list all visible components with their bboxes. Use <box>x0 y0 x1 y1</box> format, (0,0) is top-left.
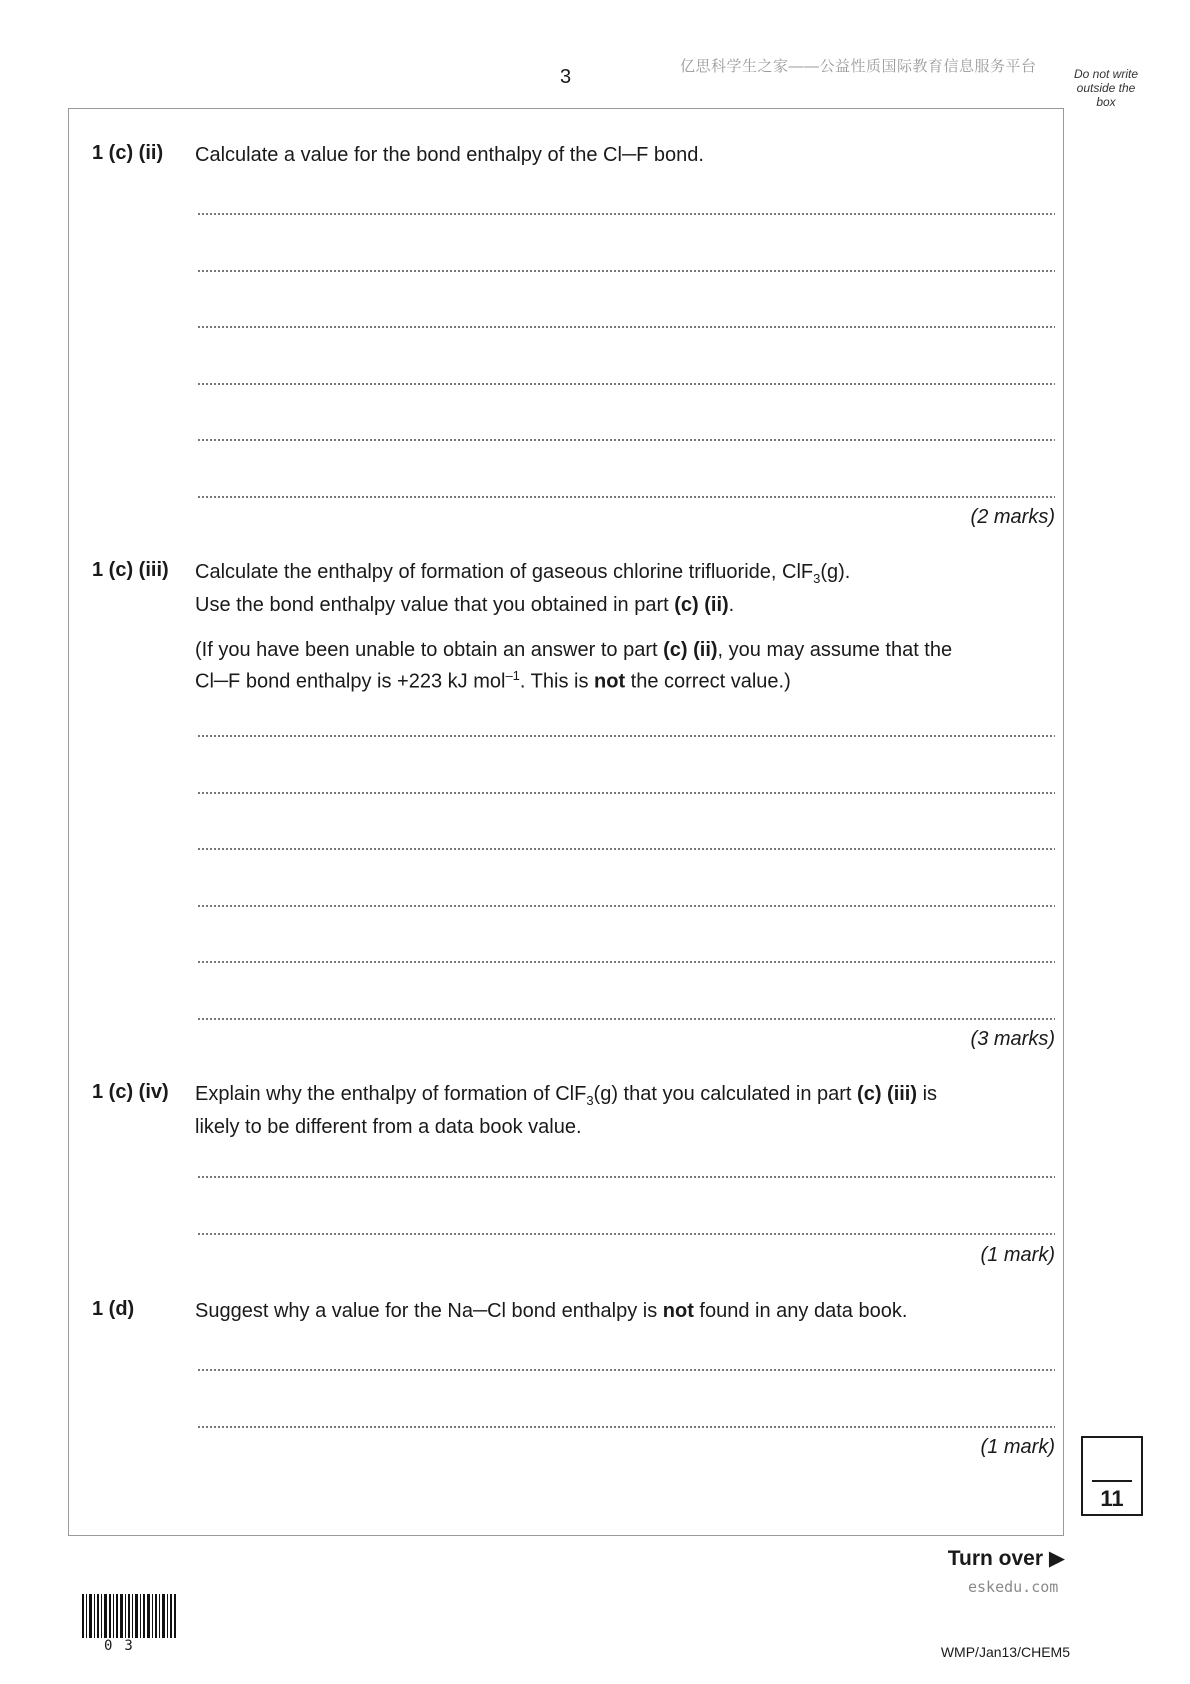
answer-line[interactable] <box>197 383 1055 385</box>
score-box <box>1081 1436 1143 1516</box>
question-text: Explain why the enthalpy of formation of ClF$_3$(g) that you calculated in part (c) (iii) is likely to be different from a data book value. <box>195 1083 938 1138</box>
marks-label: (1 mark) <box>980 1436 1055 1458</box>
site-watermark: eskedu.com <box>968 1578 1059 1596</box>
answer-line[interactable] <box>197 1369 1055 1371</box>
answer-line[interactable] <box>197 848 1055 850</box>
question-text: Calculate the enthalpy of formation of gaseous chlorine trifluoride, ClF$_3$(g). Use the bond enthalpy value that you obtained in part (c) (ii). <box>195 561 851 616</box>
marks-label: (3 marks) <box>970 1028 1055 1050</box>
answer-line[interactable] <box>197 1233 1055 1235</box>
question-number: 1 (c) (ii) <box>92 142 164 164</box>
answer-line[interactable] <box>197 213 1055 215</box>
answer-line[interactable] <box>197 496 1055 498</box>
answer-line[interactable] <box>197 326 1055 328</box>
question-number: 1 (d) <box>92 1298 135 1320</box>
question-number: 1 (c) (iv) <box>92 1081 169 1103</box>
barcode-icon <box>82 1594 176 1638</box>
barcode-digits: 03 <box>104 1638 145 1654</box>
question-note: (If you have been unable to obtain an answer to part (c) (ii), you may assume that the Cl─F bond enthalpy is +223 kJ mol$^{-1}$. This is not the correct value.) <box>195 639 953 693</box>
answer-line[interactable] <box>197 1018 1055 1020</box>
answer-line[interactable] <box>197 905 1055 907</box>
answer-line[interactable] <box>197 439 1055 441</box>
page-number: 3 <box>560 66 572 88</box>
margin-note: Do not write outside the box <box>1073 67 1139 109</box>
answer-line[interactable] <box>197 961 1055 963</box>
answer-line[interactable] <box>197 735 1055 737</box>
answer-line[interactable] <box>197 792 1055 794</box>
turn-over-label: Turn over ▶ <box>947 1547 1065 1570</box>
watermark-text: 亿思科学生之家——公益性质国际教育信息服务平台 <box>680 58 1037 75</box>
answer-line[interactable] <box>197 1426 1055 1428</box>
question-text: Suggest why a value for the Na─Cl bond enthalpy is not found in any data book. <box>195 1300 908 1322</box>
question-number: 1 (c) (iii) <box>92 559 169 581</box>
marks-label: (2 marks) <box>970 506 1055 528</box>
paper-reference: WMP/Jan13/CHEM5 <box>940 1644 1070 1660</box>
score-divider <box>1092 1480 1132 1482</box>
question-text: Calculate a value for the bond enthalpy of the Cl─F bond. <box>195 144 704 166</box>
answer-line[interactable] <box>197 270 1055 272</box>
score-value: 11 <box>1100 1486 1124 1511</box>
answer-line[interactable] <box>197 1176 1055 1178</box>
marks-label: (1 mark) <box>980 1244 1055 1266</box>
